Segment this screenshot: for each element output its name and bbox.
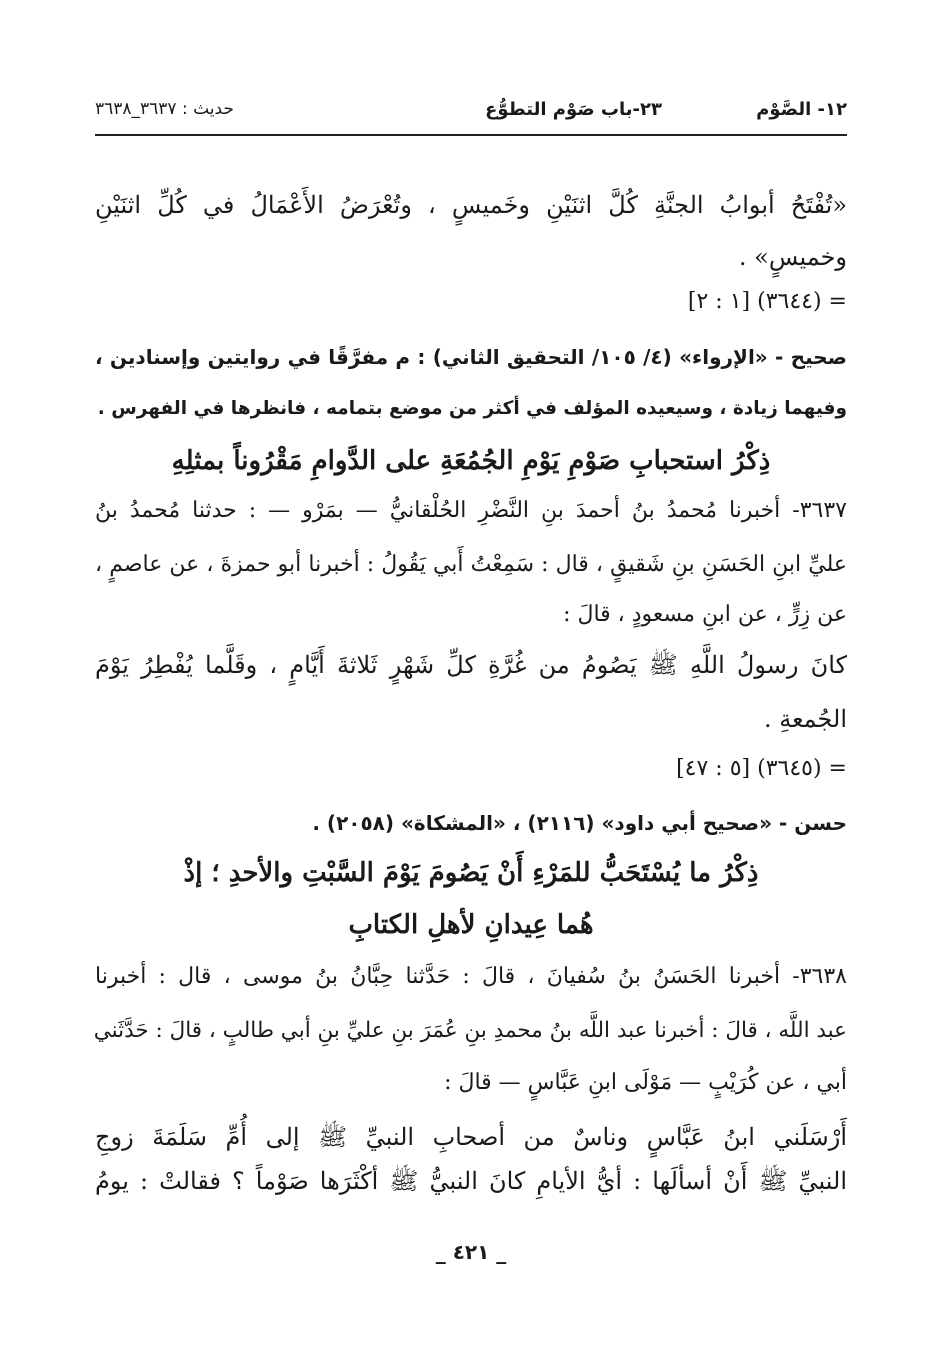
isnad-line: ٣٦٣٨- أخبرنا الحَسَنُ بنُ سُفيانَ ، قالَ : حَدَّثنا حِبَّانُ بنُ موسى ، قال : أخبرنا bbox=[95, 964, 847, 989]
cross-reference: = (٣٦٤٤) [١ : ٢] bbox=[687, 289, 847, 314]
running-header bbox=[95, 92, 847, 126]
hadith-text: النبيِّ ﷺ أَنْ أسألَها : أيُّ الأيامِ كانَ النبيُّ ﷺ أكْثَرَها صَوْماً ؟ فقالتْ : يومُ bbox=[95, 1167, 847, 1195]
chapter-heading: ذِكْرُ استحبابِ صَوْمِ يَوْمِ الجُمُعَةِ على الدَّوامِ مَقْرُوناً بمثلِهِ bbox=[171, 446, 771, 476]
isnad-line: عليِّ ابنِ الحَسَنِ بنِ شَقيقٍ ، قال : سَمِعْتُ أَبي يَقُولُ : أخبرنا أبو حمزةَ ، عن عاصمٍ ، bbox=[95, 552, 847, 577]
header-rule bbox=[95, 134, 847, 136]
isnad-line: ٣٦٣٧- أخبرنا مُحمدُ بنُ أحمدَ بنِ النَّضْرِ الحُلْقانيُّ — بمَرْو — : حدثنا مُحمدُ بنُ bbox=[95, 498, 847, 523]
isnad-line: عن زِرٍّ ، عن ابنِ مسعودٍ ، قالَ : bbox=[563, 602, 847, 627]
cross-reference: = (٣٦٤٥) [٥ : ٤٧] bbox=[676, 756, 847, 781]
hadith-text: أَرْسَلَني ابنُ عَبَّاسٍ وناسٌ من أصحابِ النبيِّ ﷺ إلى أُمِّ سَلَمَةَ زوجِ bbox=[95, 1123, 848, 1151]
isnad-line: عبد اللَّه ، قالَ : أخبرنا عبد اللَّه بنُ محمدِ بنِ عُمَرَ بنِ عليِّ بنِ أبي طالبٍ ، قالَ : حَدَّثَني bbox=[93, 1018, 847, 1043]
grading-note: صحيح - «الإرواء» (٤/ ١٠٥/ التحقيق الثاني) : م مفرَّقًا في روايتين وإسنادين ، bbox=[95, 345, 847, 369]
text-line: وخميسٍ» . bbox=[738, 243, 847, 271]
text-line: «تُفْتَحُ أبوابُ الجنَّةِ كُلَّ اثنَيْنِ وخَميسٍ ، وتُعْرَضُ الأَعْمَالُ في كُلِّ اثنَيْنِ bbox=[95, 191, 848, 219]
grading-note: وفيهما زيادة ، وسيعيده المؤلف في أكثر من موضع بتمامه ، فانظرها في الفهرس . bbox=[97, 398, 847, 419]
chapter-heading: ذِكْرُ ما يُسْتَحَبُّ للمَرْءِ أَنْ يَصُومَ يَوْمَ السَّبْتِ والأحدِ ؛ إذْ bbox=[183, 858, 759, 888]
isnad-line: أبي ، عن كُرَيْبٍ — مَوْلَى ابنِ عَبَّاسٍ — قالَ : bbox=[444, 1070, 847, 1095]
page-number: _ ٤٢١ _ bbox=[435, 1240, 507, 1264]
hadith-text: كانَ رسولُ اللَّهِ ﷺ يَصُومُ من غُرَّةِ كلِّ شَهْرٍ ثَلاثةَ أَيَّامٍ ، وقَلَّما يُفْطِرُ يَوْمَ bbox=[95, 651, 847, 679]
hadith-range: حديث : ٣٦٣٧_٣٦٣٨ bbox=[95, 99, 234, 119]
section-title: ٢٣-باب صَوْم التطوُّع bbox=[485, 98, 662, 120]
grading-note: حسن - «صحيح أبي داود» (٢١١٦) ، «المشكاة» (٢٠٥٨) . bbox=[312, 811, 847, 835]
chapter-heading: هُما عِيدانِ لأهلِ الكتابِ bbox=[348, 910, 594, 940]
hadith-text: الجُمعةِ . bbox=[763, 705, 847, 733]
chapter-title: ١٢- الصَّوْم bbox=[756, 98, 847, 120]
book-page bbox=[95, 0, 847, 1368]
